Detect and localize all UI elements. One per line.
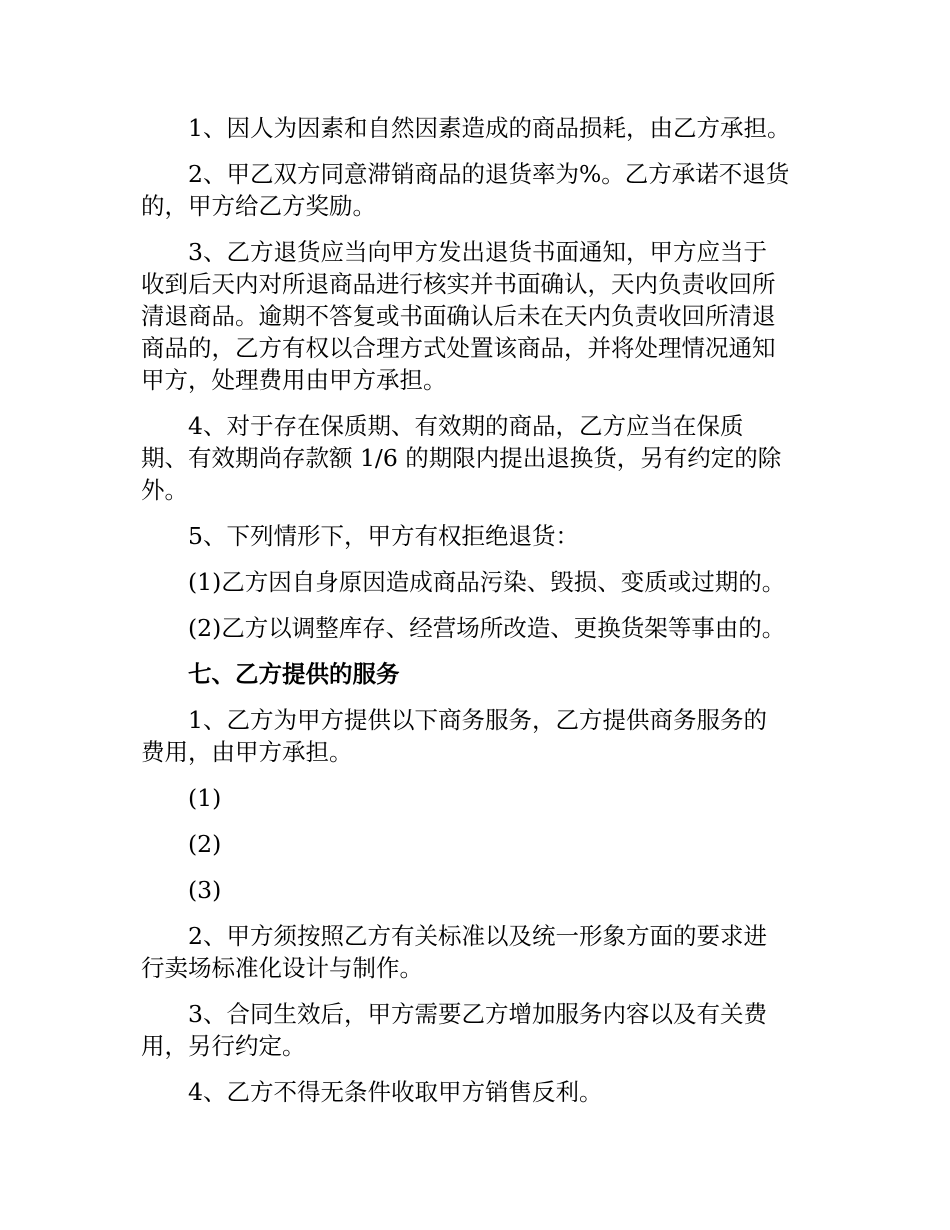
paragraph-return-rate: [141, 158, 811, 222]
paragraph-store-design: [141, 920, 811, 984]
paragraph-business-services: [141, 704, 811, 768]
text-line: 4、对于存在保质期、有效期的商品，乙方应当在保质: [188, 412, 744, 440]
text-line: 2、甲方须按照乙方有关标准以及统一形象方面的要求进: [188, 922, 767, 950]
text-line: 3、乙方退货应当向甲方发出退货书面通知，甲方应当于: [188, 238, 767, 266]
list-item-service-3: [141, 874, 811, 906]
paragraph-shelf-life: [141, 410, 811, 506]
text-line: 3、合同生效后，甲方需要乙方增加服务内容以及有关费: [188, 1000, 767, 1028]
text-line: (1)乙方因自身原因造成商品污染、毁损、变质或过期的。: [187, 568, 786, 596]
text-line: (1): [188, 784, 222, 812]
list-item-refusal-1: [141, 566, 811, 598]
paragraph-return-notice: [141, 236, 811, 396]
text-line: 5、下列情形下，甲方有权拒绝退货：: [188, 522, 579, 550]
text-line: 行卖场标准化设计与制作。: [141, 954, 423, 982]
list-item-service-2: [141, 828, 811, 860]
text-line: 收到后天内对所退商品进行核实并书面确认，天内负责收回所: [141, 270, 776, 298]
text-line: (3): [188, 876, 222, 904]
text-line: (2)乙方以调整库存、经营场所改造、更换货架等事由的。: [187, 614, 786, 642]
text-line: 的，甲方给乙方奖励。: [141, 192, 376, 220]
text-line: 1、因人为因素和自然因素造成的商品损耗，由乙方承担。: [188, 114, 791, 142]
text-line: (2): [188, 830, 222, 858]
paragraph-no-rebates: [141, 1076, 811, 1108]
text-line: 2、甲乙双方同意滞销商品的退货率为%。乙方承诺不退货: [188, 160, 790, 188]
text-line: 用，另行约定。: [141, 1032, 306, 1060]
list-item-service-1: [141, 782, 811, 814]
list-item-refusal-2: [141, 612, 811, 644]
paragraph-loss-liability: [141, 112, 811, 144]
text-line: 清退商品。逾期不答复或书面确认后未在天内负责收回所清退: [141, 302, 776, 330]
paragraph-refusal-conditions: [141, 520, 811, 552]
text-line: 费用，由甲方承担。: [141, 738, 353, 766]
text-line: 商品的，乙方有权以合理方式处置该商品，并将处理情况通知: [141, 334, 776, 362]
section-heading-services: 七、乙方提供的服务: [188, 660, 400, 688]
text-line: 4、乙方不得无条件收取甲方销售反利。: [188, 1078, 603, 1106]
text-line: 甲方，处理费用由甲方承担。: [141, 366, 447, 394]
text-line: 外。: [141, 476, 188, 504]
text-line: 期、有效期尚存款额 1/6 的期限内提出退换货，另有约定的除: [141, 444, 782, 472]
paragraph-additional-services: [141, 998, 811, 1062]
text-line: 1、乙方为甲方提供以下商务服务，乙方提供商务服务的: [188, 706, 767, 734]
document-page: [141, 112, 811, 1122]
